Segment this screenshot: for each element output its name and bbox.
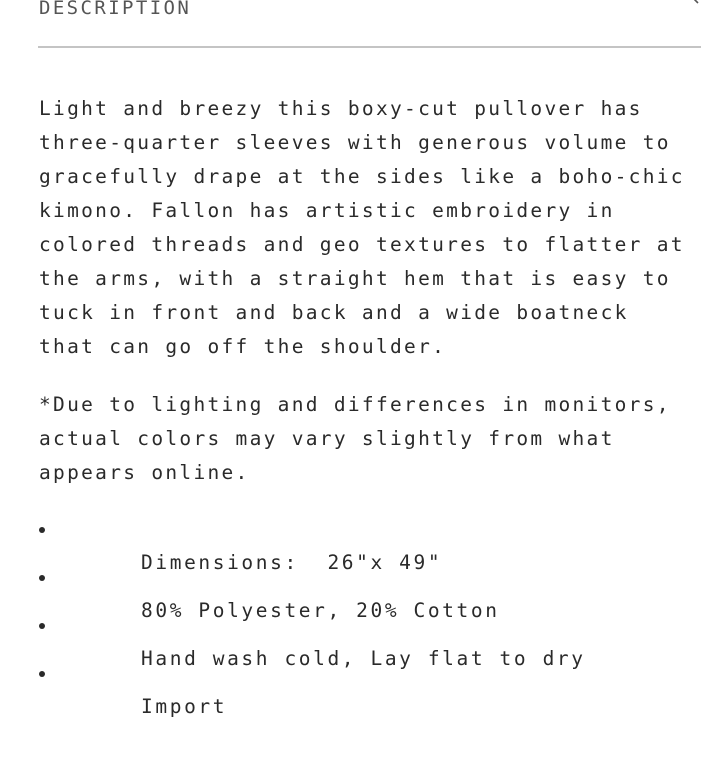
spec-text: Dimensions: 26"x 49"	[141, 551, 443, 574]
product-spec-list	[39, 512, 701, 718]
spec-text: Import	[141, 695, 228, 718]
description-accordion-header[interactable]	[38, 0, 701, 48]
bullet-icon	[39, 527, 45, 533]
section-title: DESCRIPTION	[39, 0, 192, 19]
spec-text: 80% Polyester, 20% Cotton	[141, 599, 500, 622]
spec-item-care	[39, 608, 701, 670]
bullet-icon	[39, 575, 45, 581]
spec-item-origin	[39, 656, 701, 718]
product-description: Light and breezy this boxy-cut pullover has three-quarter sleeves with generous volume to gracefully drape at the sides like a boho-chic kimono. Fallon has artistic embroidery in colored threads and geo textures to flatter at the arms, with a straight hem that is easy to tuck in front and back and a wide boatneck that can go off the shoulder.	[39, 97, 685, 358]
chevron-icon[interactable]	[691, 0, 701, 10]
spec-item-dimensions	[39, 512, 701, 574]
spec-text: Hand wash cold, Lay flat to dry	[141, 647, 586, 670]
bullet-icon	[39, 623, 45, 629]
color-disclaimer: *Due to lighting and differences in monitors, actual colors may vary slightly from what appears online.	[39, 393, 671, 484]
description-content	[39, 92, 701, 718]
spec-item-material	[39, 560, 701, 622]
bullet-icon	[39, 671, 45, 677]
